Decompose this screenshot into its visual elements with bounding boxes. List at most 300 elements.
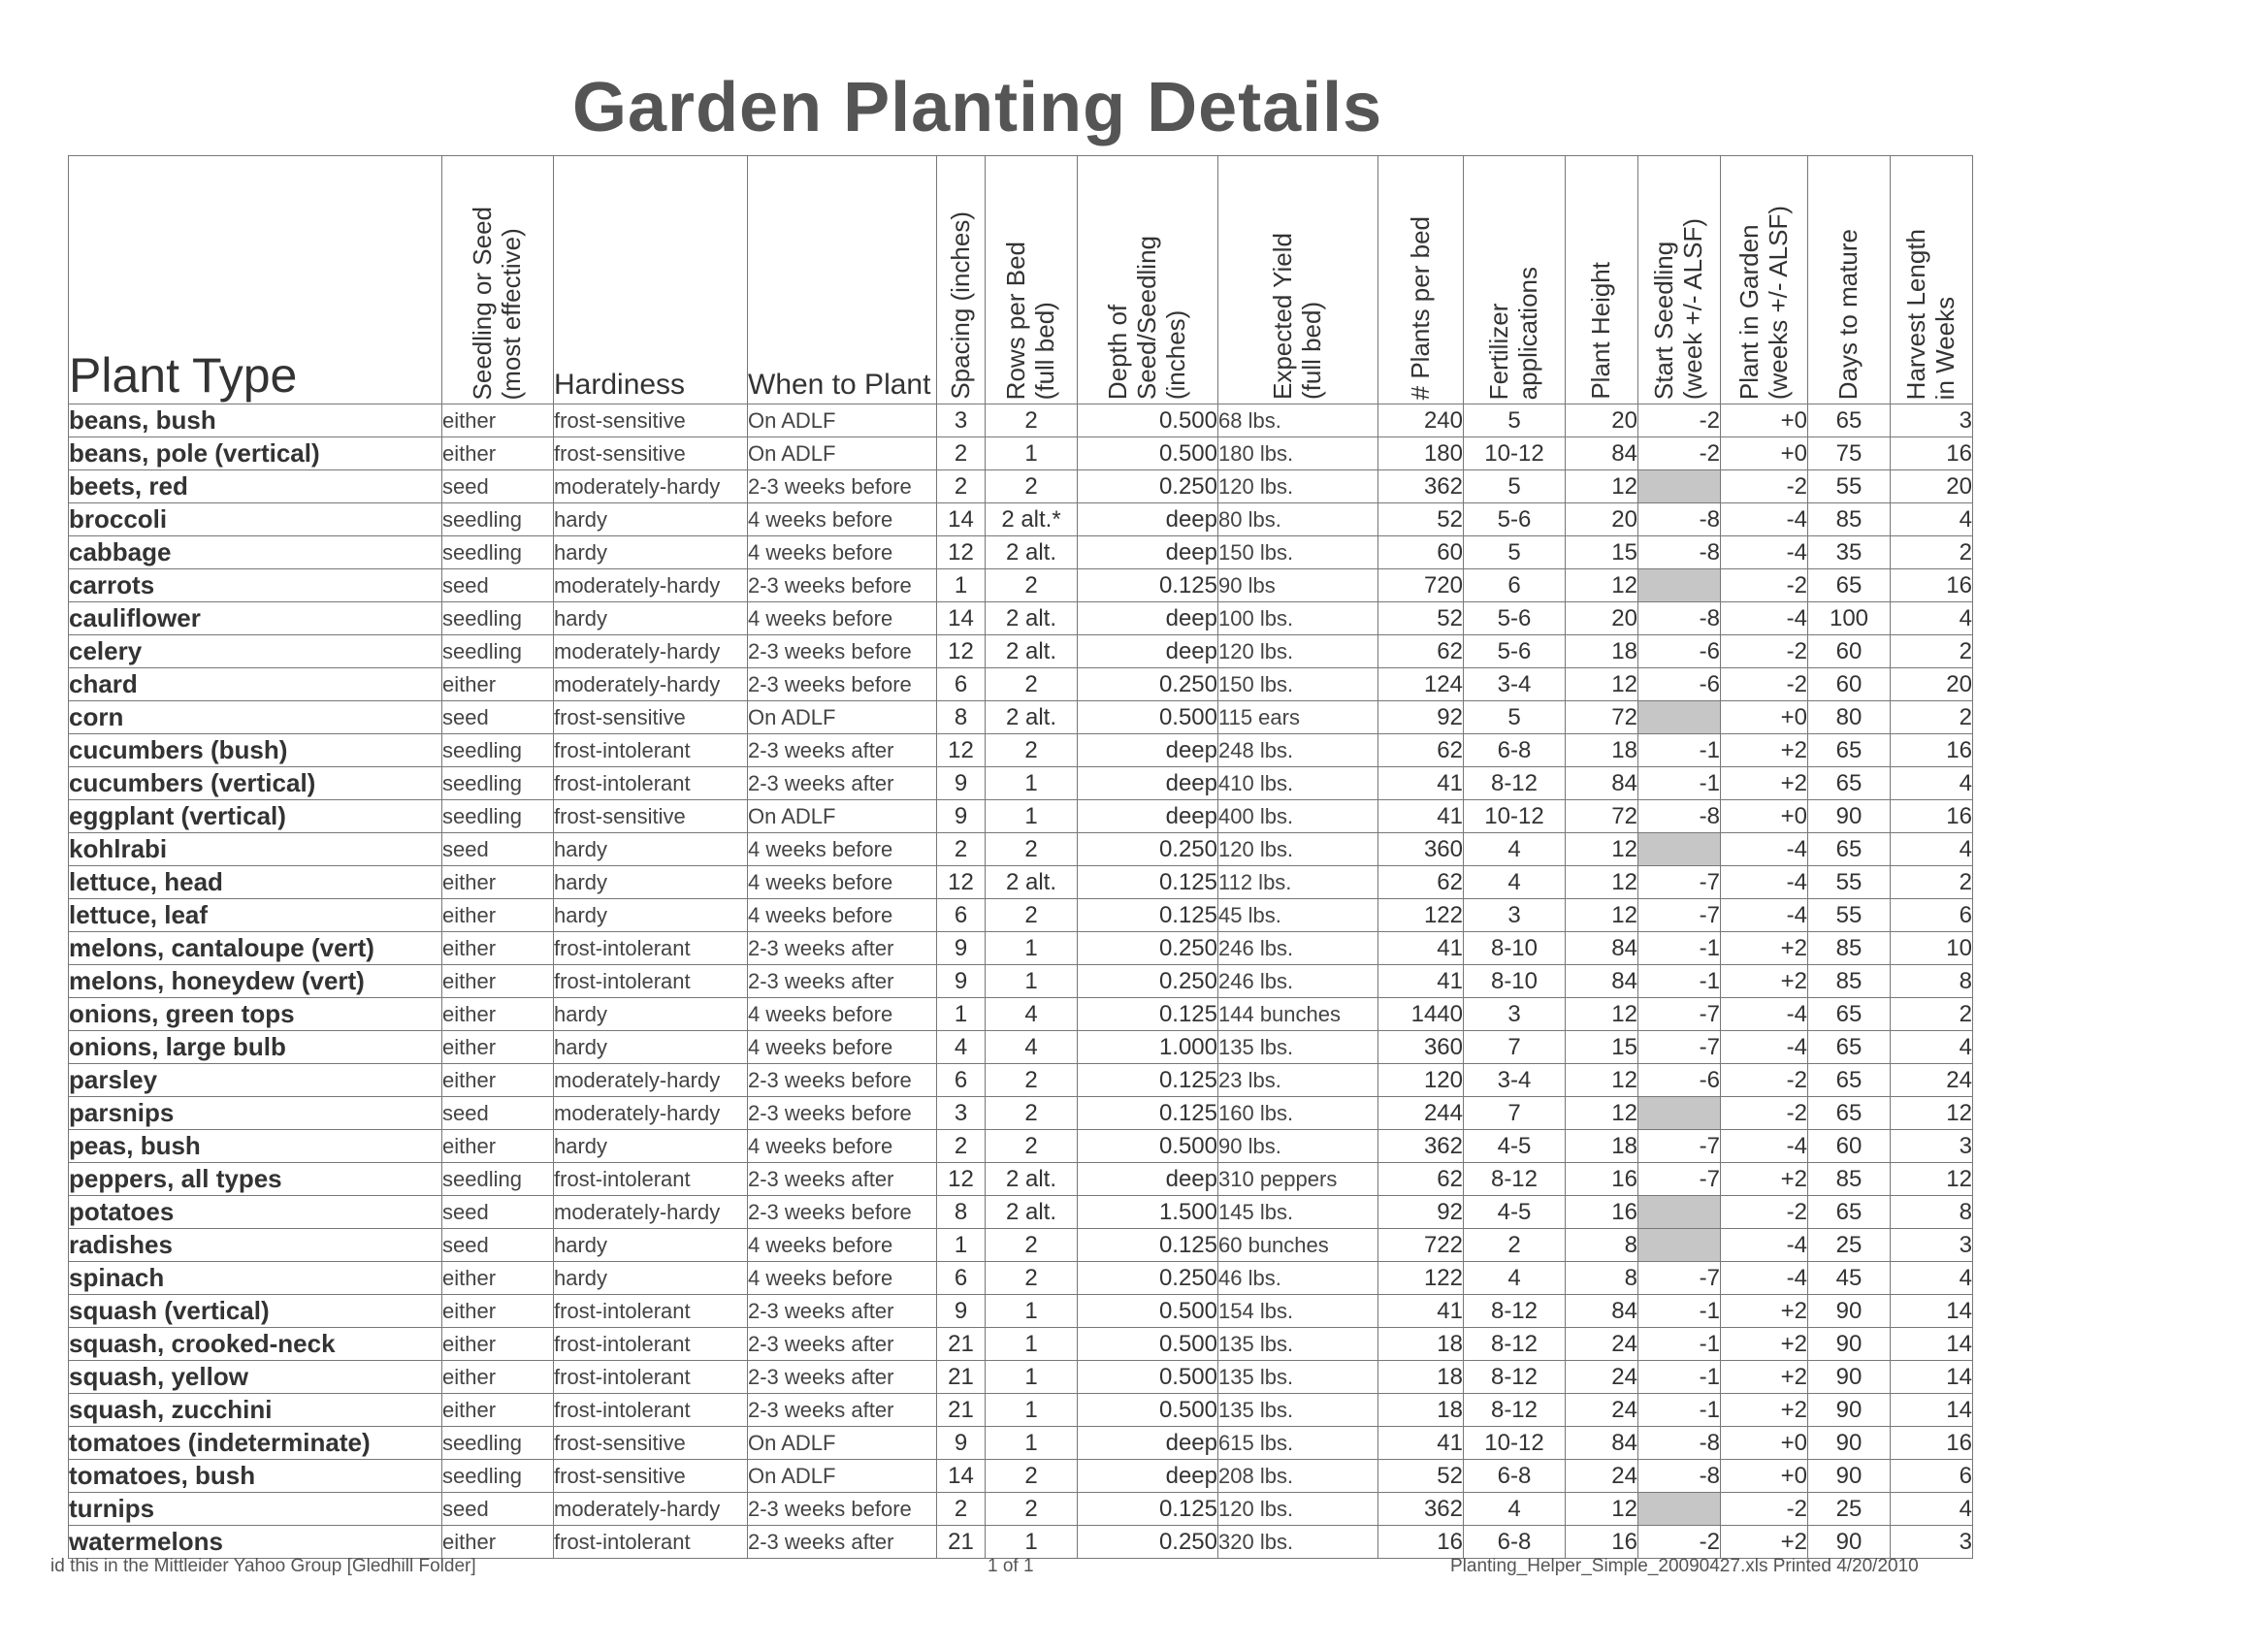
cell-seed-type: seed bbox=[442, 1229, 554, 1262]
cell-days-to-mature: 75 bbox=[1808, 437, 1891, 470]
cell-plant-in-garden: +2 bbox=[1721, 734, 1808, 767]
cell-hardiness: moderately-hardy bbox=[554, 1493, 748, 1526]
cell-plant-in-garden: +0 bbox=[1721, 1460, 1808, 1493]
cell-fertilizer: 8-12 bbox=[1464, 1361, 1566, 1394]
cell-plant-name: melons, honeydew (vert) bbox=[69, 965, 442, 998]
cell-depth: 0.250 bbox=[1078, 1262, 1218, 1295]
cell-when-to-plant: 4 weeks before bbox=[748, 1031, 937, 1064]
cell-harvest-length: 4 bbox=[1891, 602, 1973, 635]
table-row bbox=[69, 1427, 1973, 1460]
table-row bbox=[69, 800, 1973, 833]
cell-days-to-mature: 55 bbox=[1808, 866, 1891, 899]
cell-plant-height: 12 bbox=[1566, 998, 1638, 1031]
cell-plant-in-garden: +2 bbox=[1721, 1295, 1808, 1328]
header-hardiness: Hardiness bbox=[554, 156, 748, 404]
table-row bbox=[69, 437, 1973, 470]
cell-when-to-plant: 2-3 weeks after bbox=[748, 932, 937, 965]
cell-when-to-plant: 4 weeks before bbox=[748, 536, 937, 569]
table-row bbox=[69, 1130, 1973, 1163]
cell-rows-per-bed: 1 bbox=[986, 1394, 1078, 1427]
cell-fertilizer: 3-4 bbox=[1464, 1064, 1566, 1097]
table-row bbox=[69, 1394, 1973, 1427]
cell-harvest-length: 12 bbox=[1891, 1097, 1973, 1130]
cell-fertilizer: 5 bbox=[1464, 701, 1566, 734]
cell-when-to-plant: 2-3 weeks before bbox=[748, 569, 937, 602]
cell-depth: 0.500 bbox=[1078, 1361, 1218, 1394]
cell-harvest-length: 20 bbox=[1891, 470, 1973, 503]
table-row bbox=[69, 1295, 1973, 1328]
cell-seed-type: either bbox=[442, 404, 554, 437]
cell-spacing: 9 bbox=[937, 965, 986, 998]
cell-expected-yield: 23 lbs. bbox=[1218, 1064, 1378, 1097]
cell-start-seedling: -7 bbox=[1638, 1262, 1721, 1295]
table-row bbox=[69, 899, 1973, 932]
cell-plant-in-garden: -4 bbox=[1721, 503, 1808, 536]
cell-plants-per-bed: 62 bbox=[1378, 1163, 1464, 1196]
cell-start-seedling bbox=[1638, 1493, 1721, 1526]
cell-plant-in-garden: +0 bbox=[1721, 404, 1808, 437]
cell-depth: 0.500 bbox=[1078, 404, 1218, 437]
cell-hardiness: moderately-hardy bbox=[554, 635, 748, 668]
cell-rows-per-bed: 2 alt. bbox=[986, 866, 1078, 899]
cell-seed-type: seedling bbox=[442, 800, 554, 833]
cell-days-to-mature: 25 bbox=[1808, 1229, 1891, 1262]
cell-harvest-length: 8 bbox=[1891, 965, 1973, 998]
table-row bbox=[69, 1328, 1973, 1361]
cell-seed-type: seed bbox=[442, 1196, 554, 1229]
cell-start-seedling: -1 bbox=[1638, 734, 1721, 767]
cell-depth: 0.125 bbox=[1078, 1229, 1218, 1262]
cell-rows-per-bed: 1 bbox=[986, 1526, 1078, 1559]
cell-days-to-mature: 85 bbox=[1808, 1163, 1891, 1196]
cell-plant-height: 20 bbox=[1566, 503, 1638, 536]
cell-plants-per-bed: 722 bbox=[1378, 1229, 1464, 1262]
cell-start-seedling: -7 bbox=[1638, 998, 1721, 1031]
cell-depth: 0.125 bbox=[1078, 866, 1218, 899]
cell-days-to-mature: 90 bbox=[1808, 1361, 1891, 1394]
cell-seed-type: either bbox=[442, 1064, 554, 1097]
cell-rows-per-bed: 2 alt. bbox=[986, 1196, 1078, 1229]
cell-plant-name: lettuce, leaf bbox=[69, 899, 442, 932]
cell-depth: 0.250 bbox=[1078, 668, 1218, 701]
cell-depth: 0.500 bbox=[1078, 1394, 1218, 1427]
cell-start-seedling: -8 bbox=[1638, 800, 1721, 833]
cell-harvest-length: 2 bbox=[1891, 701, 1973, 734]
cell-spacing: 12 bbox=[937, 635, 986, 668]
cell-when-to-plant: 4 weeks before bbox=[748, 1262, 937, 1295]
cell-harvest-length: 14 bbox=[1891, 1295, 1973, 1328]
cell-rows-per-bed: 2 bbox=[986, 1097, 1078, 1130]
cell-rows-per-bed: 2 bbox=[986, 569, 1078, 602]
cell-expected-yield: 400 lbs. bbox=[1218, 800, 1378, 833]
cell-plants-per-bed: 720 bbox=[1378, 569, 1464, 602]
cell-plants-per-bed: 52 bbox=[1378, 503, 1464, 536]
cell-seed-type: seedling bbox=[442, 1460, 554, 1493]
cell-plant-height: 12 bbox=[1566, 899, 1638, 932]
cell-plant-name: beans, bush bbox=[69, 404, 442, 437]
cell-seed-type: seedling bbox=[442, 602, 554, 635]
cell-depth: 0.250 bbox=[1078, 1526, 1218, 1559]
cell-harvest-length: 10 bbox=[1891, 932, 1973, 965]
cell-plants-per-bed: 92 bbox=[1378, 701, 1464, 734]
cell-plant-in-garden: -4 bbox=[1721, 1130, 1808, 1163]
cell-fertilizer: 5 bbox=[1464, 536, 1566, 569]
cell-start-seedling: -1 bbox=[1638, 1295, 1721, 1328]
cell-seed-type: either bbox=[442, 866, 554, 899]
cell-plant-name: cucumbers (bush) bbox=[69, 734, 442, 767]
cell-when-to-plant: 2-3 weeks before bbox=[748, 635, 937, 668]
cell-spacing: 3 bbox=[937, 404, 986, 437]
cell-plant-name: cabbage bbox=[69, 536, 442, 569]
cell-depth: 0.500 bbox=[1078, 1328, 1218, 1361]
cell-depth: 0.500 bbox=[1078, 437, 1218, 470]
cell-start-seedling: -8 bbox=[1638, 1460, 1721, 1493]
cell-seed-type: seed bbox=[442, 470, 554, 503]
header-row bbox=[69, 156, 1973, 404]
cell-fertilizer: 3-4 bbox=[1464, 668, 1566, 701]
cell-fertilizer: 6 bbox=[1464, 569, 1566, 602]
cell-plant-height: 16 bbox=[1566, 1196, 1638, 1229]
cell-expected-yield: 154 lbs. bbox=[1218, 1295, 1378, 1328]
cell-expected-yield: 80 lbs. bbox=[1218, 503, 1378, 536]
cell-days-to-mature: 65 bbox=[1808, 404, 1891, 437]
cell-start-seedling: -2 bbox=[1638, 1526, 1721, 1559]
cell-seed-type: either bbox=[442, 1130, 554, 1163]
cell-plant-height: 18 bbox=[1566, 635, 1638, 668]
cell-plant-name: beets, red bbox=[69, 470, 442, 503]
cell-hardiness: frost-sensitive bbox=[554, 1427, 748, 1460]
cell-expected-yield: 45 lbs. bbox=[1218, 899, 1378, 932]
cell-when-to-plant: 2-3 weeks before bbox=[748, 1097, 937, 1130]
cell-start-seedling: -6 bbox=[1638, 1064, 1721, 1097]
cell-plants-per-bed: 120 bbox=[1378, 1064, 1464, 1097]
cell-plants-per-bed: 52 bbox=[1378, 1460, 1464, 1493]
cell-plant-height: 12 bbox=[1566, 668, 1638, 701]
cell-harvest-length: 16 bbox=[1891, 569, 1973, 602]
cell-plant-name: squash, crooked-neck bbox=[69, 1328, 442, 1361]
cell-seed-type: seedling bbox=[442, 767, 554, 800]
cell-hardiness: frost-sensitive bbox=[554, 404, 748, 437]
cell-plant-in-garden: +2 bbox=[1721, 932, 1808, 965]
cell-seed-type: seedling bbox=[442, 1163, 554, 1196]
cell-when-to-plant: 4 weeks before bbox=[748, 998, 937, 1031]
cell-depth: 1.500 bbox=[1078, 1196, 1218, 1229]
cell-rows-per-bed: 2 bbox=[986, 1229, 1078, 1262]
table-row bbox=[69, 1097, 1973, 1130]
table-row bbox=[69, 404, 1973, 437]
cell-seed-type: either bbox=[442, 1526, 554, 1559]
cell-plant-height: 18 bbox=[1566, 734, 1638, 767]
cell-start-seedling: -7 bbox=[1638, 866, 1721, 899]
table-row bbox=[69, 569, 1973, 602]
cell-when-to-plant: 4 weeks before bbox=[748, 899, 937, 932]
cell-spacing: 14 bbox=[937, 503, 986, 536]
cell-depth: 1.000 bbox=[1078, 1031, 1218, 1064]
cell-days-to-mature: 65 bbox=[1808, 767, 1891, 800]
cell-spacing: 1 bbox=[937, 1229, 986, 1262]
cell-expected-yield: 120 lbs. bbox=[1218, 635, 1378, 668]
cell-plant-name: onions, large bulb bbox=[69, 1031, 442, 1064]
cell-fertilizer: 4 bbox=[1464, 833, 1566, 866]
cell-plants-per-bed: 62 bbox=[1378, 866, 1464, 899]
cell-rows-per-bed: 2 bbox=[986, 1130, 1078, 1163]
cell-hardiness: hardy bbox=[554, 503, 748, 536]
cell-when-to-plant: 2-3 weeks before bbox=[748, 1064, 937, 1097]
cell-plant-height: 12 bbox=[1566, 1064, 1638, 1097]
cell-plant-name: eggplant (vertical) bbox=[69, 800, 442, 833]
cell-plant-name: radishes bbox=[69, 1229, 442, 1262]
table-row bbox=[69, 1493, 1973, 1526]
header-start-seedling: Start Seedling (week +/- ALSF) bbox=[1638, 156, 1721, 404]
cell-when-to-plant: On ADLF bbox=[748, 437, 937, 470]
cell-seed-type: either bbox=[442, 1262, 554, 1295]
cell-when-to-plant: 2-3 weeks after bbox=[748, 1295, 937, 1328]
table-row bbox=[69, 668, 1973, 701]
cell-seed-type: either bbox=[442, 1328, 554, 1361]
cell-plants-per-bed: 124 bbox=[1378, 668, 1464, 701]
cell-fertilizer: 6-8 bbox=[1464, 1460, 1566, 1493]
cell-days-to-mature: 80 bbox=[1808, 701, 1891, 734]
cell-plant-height: 8 bbox=[1566, 1229, 1638, 1262]
cell-expected-yield: 180 lbs. bbox=[1218, 437, 1378, 470]
cell-plant-in-garden: -4 bbox=[1721, 1229, 1808, 1262]
cell-harvest-length: 14 bbox=[1891, 1361, 1973, 1394]
cell-plant-in-garden: -4 bbox=[1721, 899, 1808, 932]
cell-days-to-mature: 65 bbox=[1808, 1196, 1891, 1229]
cell-plants-per-bed: 362 bbox=[1378, 1493, 1464, 1526]
cell-plants-per-bed: 180 bbox=[1378, 437, 1464, 470]
header-expected-yield: Expected Yield (full bed) bbox=[1218, 156, 1378, 404]
table-row bbox=[69, 734, 1973, 767]
cell-spacing: 21 bbox=[937, 1328, 986, 1361]
planting-table bbox=[68, 155, 1973, 1559]
cell-harvest-length: 14 bbox=[1891, 1328, 1973, 1361]
cell-spacing: 1 bbox=[937, 998, 986, 1031]
header-plant-height: Plant Height bbox=[1566, 156, 1638, 404]
cell-depth: 0.125 bbox=[1078, 1064, 1218, 1097]
cell-plants-per-bed: 244 bbox=[1378, 1097, 1464, 1130]
cell-plant-height: 20 bbox=[1566, 602, 1638, 635]
cell-plant-in-garden: -4 bbox=[1721, 833, 1808, 866]
cell-plant-height: 18 bbox=[1566, 1130, 1638, 1163]
cell-hardiness: moderately-hardy bbox=[554, 1064, 748, 1097]
cell-days-to-mature: 60 bbox=[1808, 1130, 1891, 1163]
cell-plant-name: celery bbox=[69, 635, 442, 668]
cell-days-to-mature: 85 bbox=[1808, 503, 1891, 536]
cell-hardiness: moderately-hardy bbox=[554, 1196, 748, 1229]
table-row bbox=[69, 1262, 1973, 1295]
cell-when-to-plant: 2-3 weeks after bbox=[748, 1328, 937, 1361]
cell-seed-type: either bbox=[442, 668, 554, 701]
cell-start-seedling: -2 bbox=[1638, 437, 1721, 470]
cell-depth: 0.125 bbox=[1078, 899, 1218, 932]
footer-file-info: Planting_Helper_Simple_20090427.xls Printed 4/20/2010 bbox=[1450, 1556, 1919, 1576]
cell-when-to-plant: 2-3 weeks before bbox=[748, 1493, 937, 1526]
cell-plant-name: potatoes bbox=[69, 1196, 442, 1229]
cell-when-to-plant: 2-3 weeks after bbox=[748, 965, 937, 998]
cell-hardiness: frost-sensitive bbox=[554, 800, 748, 833]
cell-harvest-length: 20 bbox=[1891, 668, 1973, 701]
cell-hardiness: hardy bbox=[554, 866, 748, 899]
cell-harvest-length: 4 bbox=[1891, 1262, 1973, 1295]
cell-plant-name: spinach bbox=[69, 1262, 442, 1295]
cell-plants-per-bed: 41 bbox=[1378, 965, 1464, 998]
cell-plant-height: 84 bbox=[1566, 932, 1638, 965]
cell-plant-height: 84 bbox=[1566, 1427, 1638, 1460]
cell-plant-in-garden: +2 bbox=[1721, 1526, 1808, 1559]
cell-expected-yield: 46 lbs. bbox=[1218, 1262, 1378, 1295]
cell-rows-per-bed: 2 alt. bbox=[986, 701, 1078, 734]
cell-plants-per-bed: 122 bbox=[1378, 1262, 1464, 1295]
cell-plants-per-bed: 41 bbox=[1378, 1427, 1464, 1460]
cell-start-seedling bbox=[1638, 701, 1721, 734]
cell-seed-type: either bbox=[442, 437, 554, 470]
cell-days-to-mature: 55 bbox=[1808, 899, 1891, 932]
cell-hardiness: frost-intolerant bbox=[554, 1328, 748, 1361]
cell-depth: deep bbox=[1078, 767, 1218, 800]
cell-spacing: 12 bbox=[937, 1163, 986, 1196]
cell-rows-per-bed: 1 bbox=[986, 767, 1078, 800]
cell-plant-name: tomatoes, bush bbox=[69, 1460, 442, 1493]
cell-harvest-length: 2 bbox=[1891, 635, 1973, 668]
cell-harvest-length: 16 bbox=[1891, 800, 1973, 833]
cell-hardiness: frost-intolerant bbox=[554, 1163, 748, 1196]
cell-expected-yield: 90 lbs. bbox=[1218, 1130, 1378, 1163]
cell-plants-per-bed: 52 bbox=[1378, 602, 1464, 635]
cell-depth: 0.500 bbox=[1078, 1295, 1218, 1328]
cell-rows-per-bed: 2 alt. bbox=[986, 1163, 1078, 1196]
cell-harvest-length: 4 bbox=[1891, 833, 1973, 866]
cell-plant-height: 8 bbox=[1566, 1262, 1638, 1295]
cell-when-to-plant: On ADLF bbox=[748, 701, 937, 734]
cell-depth: 0.250 bbox=[1078, 833, 1218, 866]
cell-when-to-plant: 4 weeks before bbox=[748, 833, 937, 866]
cell-seed-type: seedling bbox=[442, 635, 554, 668]
cell-rows-per-bed: 1 bbox=[986, 437, 1078, 470]
cell-spacing: 12 bbox=[937, 734, 986, 767]
cell-harvest-length: 3 bbox=[1891, 1229, 1973, 1262]
cell-plant-name: squash, yellow bbox=[69, 1361, 442, 1394]
cell-fertilizer: 7 bbox=[1464, 1031, 1566, 1064]
cell-plant-name: chard bbox=[69, 668, 442, 701]
cell-plant-name: peas, bush bbox=[69, 1130, 442, 1163]
cell-plant-height: 12 bbox=[1566, 866, 1638, 899]
cell-when-to-plant: 2-3 weeks after bbox=[748, 1394, 937, 1427]
cell-plant-name: lettuce, head bbox=[69, 866, 442, 899]
cell-when-to-plant: 2-3 weeks before bbox=[748, 470, 937, 503]
table-row bbox=[69, 1064, 1973, 1097]
cell-harvest-length: 24 bbox=[1891, 1064, 1973, 1097]
cell-days-to-mature: 65 bbox=[1808, 1097, 1891, 1130]
cell-hardiness: frost-intolerant bbox=[554, 932, 748, 965]
table-row bbox=[69, 602, 1973, 635]
cell-expected-yield: 135 lbs. bbox=[1218, 1031, 1378, 1064]
header-plant-in-garden: Plant in Garden (weeks +/- ALSF) bbox=[1721, 156, 1808, 404]
cell-plants-per-bed: 41 bbox=[1378, 800, 1464, 833]
cell-plant-in-garden: -4 bbox=[1721, 1031, 1808, 1064]
cell-rows-per-bed: 1 bbox=[986, 1328, 1078, 1361]
page-title: Garden Planting Details bbox=[572, 69, 1383, 146]
header-rows-per-bed: Rows per Bed (full bed) bbox=[986, 156, 1078, 404]
cell-days-to-mature: 65 bbox=[1808, 569, 1891, 602]
cell-harvest-length: 12 bbox=[1891, 1163, 1973, 1196]
cell-depth: 0.125 bbox=[1078, 1097, 1218, 1130]
cell-fertilizer: 10-12 bbox=[1464, 437, 1566, 470]
cell-spacing: 1 bbox=[937, 569, 986, 602]
cell-plant-in-garden: -2 bbox=[1721, 1064, 1808, 1097]
cell-rows-per-bed: 2 bbox=[986, 899, 1078, 932]
cell-plant-height: 12 bbox=[1566, 470, 1638, 503]
cell-rows-per-bed: 1 bbox=[986, 1427, 1078, 1460]
cell-start-seedling bbox=[1638, 569, 1721, 602]
cell-seed-type: seed bbox=[442, 701, 554, 734]
cell-harvest-length: 2 bbox=[1891, 866, 1973, 899]
cell-expected-yield: 120 lbs. bbox=[1218, 833, 1378, 866]
cell-expected-yield: 90 lbs bbox=[1218, 569, 1378, 602]
cell-rows-per-bed: 2 alt. bbox=[986, 536, 1078, 569]
cell-when-to-plant: 4 weeks before bbox=[748, 602, 937, 635]
cell-plant-in-garden: +0 bbox=[1721, 1427, 1808, 1460]
cell-start-seedling: -8 bbox=[1638, 1427, 1721, 1460]
cell-fertilizer: 5-6 bbox=[1464, 635, 1566, 668]
header-depth: Depth of Seed/Seedling (inches) bbox=[1078, 156, 1218, 404]
cell-spacing: 9 bbox=[937, 1295, 986, 1328]
cell-start-seedling: -1 bbox=[1638, 767, 1721, 800]
cell-depth: deep bbox=[1078, 536, 1218, 569]
cell-hardiness: moderately-hardy bbox=[554, 1097, 748, 1130]
cell-harvest-length: 16 bbox=[1891, 437, 1973, 470]
cell-spacing: 21 bbox=[937, 1394, 986, 1427]
cell-expected-yield: 68 lbs. bbox=[1218, 404, 1378, 437]
cell-plant-in-garden: -4 bbox=[1721, 866, 1808, 899]
cell-plant-in-garden: +0 bbox=[1721, 800, 1808, 833]
cell-plants-per-bed: 1440 bbox=[1378, 998, 1464, 1031]
cell-plant-in-garden: +2 bbox=[1721, 1163, 1808, 1196]
cell-days-to-mature: 65 bbox=[1808, 1064, 1891, 1097]
cell-harvest-length: 6 bbox=[1891, 899, 1973, 932]
cell-plant-height: 72 bbox=[1566, 800, 1638, 833]
cell-spacing: 21 bbox=[937, 1361, 986, 1394]
cell-seed-type: seedling bbox=[442, 1427, 554, 1460]
cell-fertilizer: 3 bbox=[1464, 998, 1566, 1031]
cell-hardiness: frost-sensitive bbox=[554, 437, 748, 470]
cell-spacing: 8 bbox=[937, 701, 986, 734]
cell-expected-yield: 144 bunches bbox=[1218, 998, 1378, 1031]
cell-fertilizer: 6-8 bbox=[1464, 734, 1566, 767]
cell-spacing: 2 bbox=[937, 470, 986, 503]
cell-days-to-mature: 90 bbox=[1808, 1460, 1891, 1493]
table-row bbox=[69, 866, 1973, 899]
header-when-to-plant: When to Plant bbox=[748, 156, 937, 404]
cell-expected-yield: 310 peppers bbox=[1218, 1163, 1378, 1196]
cell-plant-in-garden: -4 bbox=[1721, 536, 1808, 569]
cell-plants-per-bed: 41 bbox=[1378, 932, 1464, 965]
cell-plant-in-garden: +2 bbox=[1721, 767, 1808, 800]
cell-plants-per-bed: 16 bbox=[1378, 1526, 1464, 1559]
cell-plant-height: 24 bbox=[1566, 1328, 1638, 1361]
cell-expected-yield: 120 lbs. bbox=[1218, 1493, 1378, 1526]
cell-hardiness: moderately-hardy bbox=[554, 569, 748, 602]
cell-fertilizer: 10-12 bbox=[1464, 1427, 1566, 1460]
cell-rows-per-bed: 4 bbox=[986, 1031, 1078, 1064]
header-harvest-length: Harvest Length in Weeks bbox=[1891, 156, 1973, 404]
cell-days-to-mature: 85 bbox=[1808, 932, 1891, 965]
cell-harvest-length: 4 bbox=[1891, 1493, 1973, 1526]
cell-depth: 0.125 bbox=[1078, 1493, 1218, 1526]
cell-plant-height: 84 bbox=[1566, 437, 1638, 470]
table-row bbox=[69, 1229, 1973, 1262]
cell-fertilizer: 10-12 bbox=[1464, 800, 1566, 833]
